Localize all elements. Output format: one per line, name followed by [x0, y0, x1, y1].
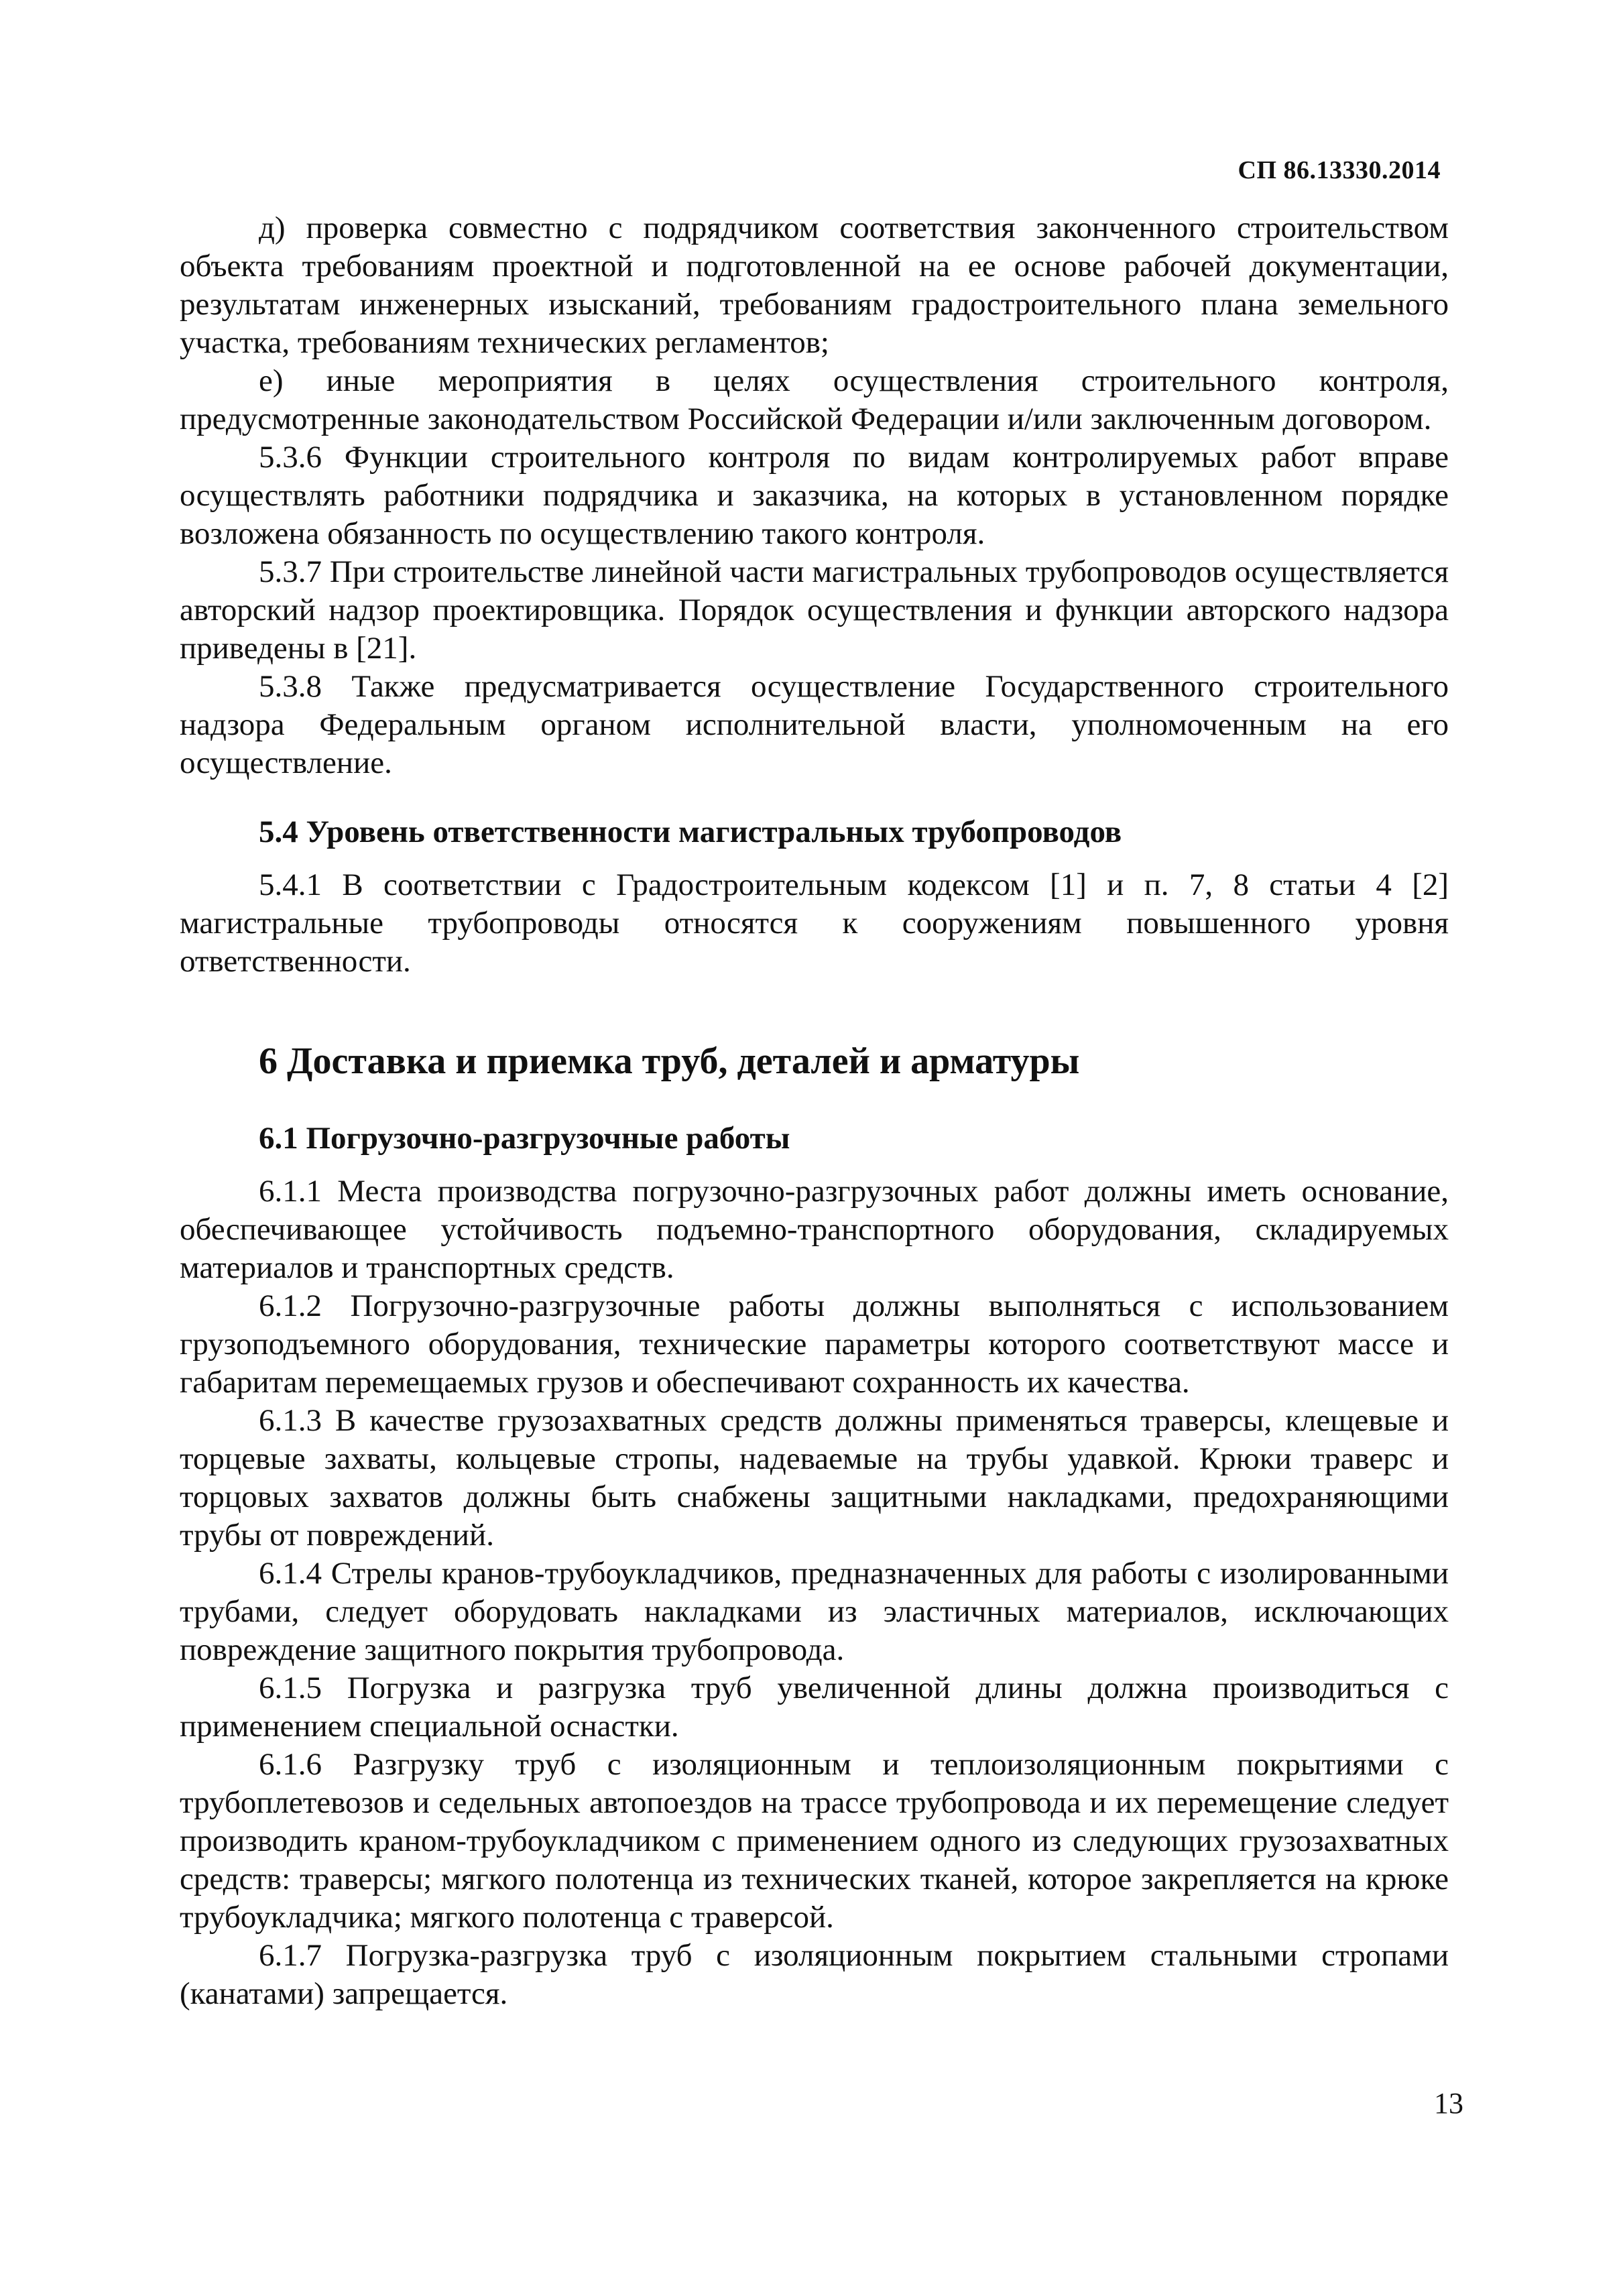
section-heading-6-1: 6.1 Погрузочно-разгрузочные работы [259, 1121, 790, 1156]
paragraph-6-1-6: 6.1.6 Разгрузку труб с изоляционным и теплоизоляционным покрытиями с трубоплетевозов и седельных автопоездов на трассе трубопровода и их перемещение следует производить краном-трубоукладчиком с применением одного из следующих грузозахватных средств: траверсы; мягкого полотенца из технических тканей, которое закрепляется на крюке трубоукладчика; мягкого полотенца с траверсой. [180, 1747, 1449, 1935]
paragraph-item-e: е) иные мероприятия в целях осуществления строительного контроля, предусмотренные законодательством Российской Федерации и/или заключенным договором. [180, 363, 1449, 436]
chapter-heading-6: 6 Доставка и приемка труб, деталей и арматуры [259, 1040, 1080, 1082]
paragraph-5-3-7: 5.3.7 При строительстве линейной части магистральных трубопроводов осуществляется авторский надзор проектировщика. Порядок осуществления и функции авторского надзора приведены в [21]. [180, 554, 1449, 666]
document-code: СП 86.13330.2014 [1238, 156, 1441, 184]
paragraph-6-1-5: 6.1.5 Погрузка и разгрузка труб увеличенной длины должна производиться с применением специальной оснастки. [180, 1671, 1449, 1744]
section-heading-5-4: 5.4 Уровень ответственности магистральных трубопроводов [259, 814, 1122, 849]
document-body [180, 209, 1449, 2013]
paragraph-6-1-2: 6.1.2 Погрузочно-разгрузочные работы должны выполняться с использованием грузоподъемного оборудования, технические параметры которого соответствуют массе и габаритам перемещаемых грузов и обеспечивают сохранность их качества. [180, 1288, 1449, 1400]
paragraph-6-1-3: 6.1.3 В качестве грузозахватных средств должны применяться траверсы, клещевые и торцевые захваты, кольцевые стропы, надеваемые на трубы удавкой. Крюки траверс и торцовых захватов должны быть снабжены защитными накладками, предохраняющими трубы от повреждений. [180, 1403, 1449, 1553]
paragraph-6-1-7: 6.1.7 Погрузка-разгрузка труб с изоляционным покрытием стальными стропами (канатами) запрещается. [180, 1938, 1449, 2011]
page-number: 13 [1434, 2087, 1463, 2120]
paragraph-5-4-1: 5.4.1 В соответствии с Градостроительным кодексом [1] и п. 7, 8 статьи 4 [2] магистральные трубопроводы относятся к сооружениям повышенного уровня ответственности. [180, 867, 1449, 979]
paragraph-5-3-8: 5.3.8 Также предусматривается осуществление Государственного строительного надзора Федеральным органом исполнительной власти, уполномоченным на его осуществление. [180, 669, 1449, 780]
paragraph-item-d: д) проверка совместно с подрядчиком соответствия законченного строительством объекта требованиям проектной и подготовленной на ее основе рабочей документации, результатам инженерных изысканий, требованиям градостроительного плана земельного участка, требованиям технических регламентов; [180, 210, 1449, 360]
paragraph-6-1-4: 6.1.4 Стрелы кранов-трубоукладчиков, предназначенных для работы с изолированными трубами, следует оборудовать накладками из эластичных материалов, исключающих повреждение защитного покрытия трубопровода. [180, 1556, 1449, 1667]
paragraph-6-1-1: 6.1.1 Места производства погрузочно-разгрузочных работ должны иметь основание, обеспечивающее устойчивость подъемно-транспортного оборудования, складируемых материалов и транспортных средств. [180, 1174, 1449, 1285]
paragraph-5-3-6: 5.3.6 Функции строительного контроля по видам контролируемых работ вправе осуществлять работники подрядчика и заказчика, на которых в установленном порядке возложена обязанность по осуществлению такого контроля. [180, 440, 1449, 551]
